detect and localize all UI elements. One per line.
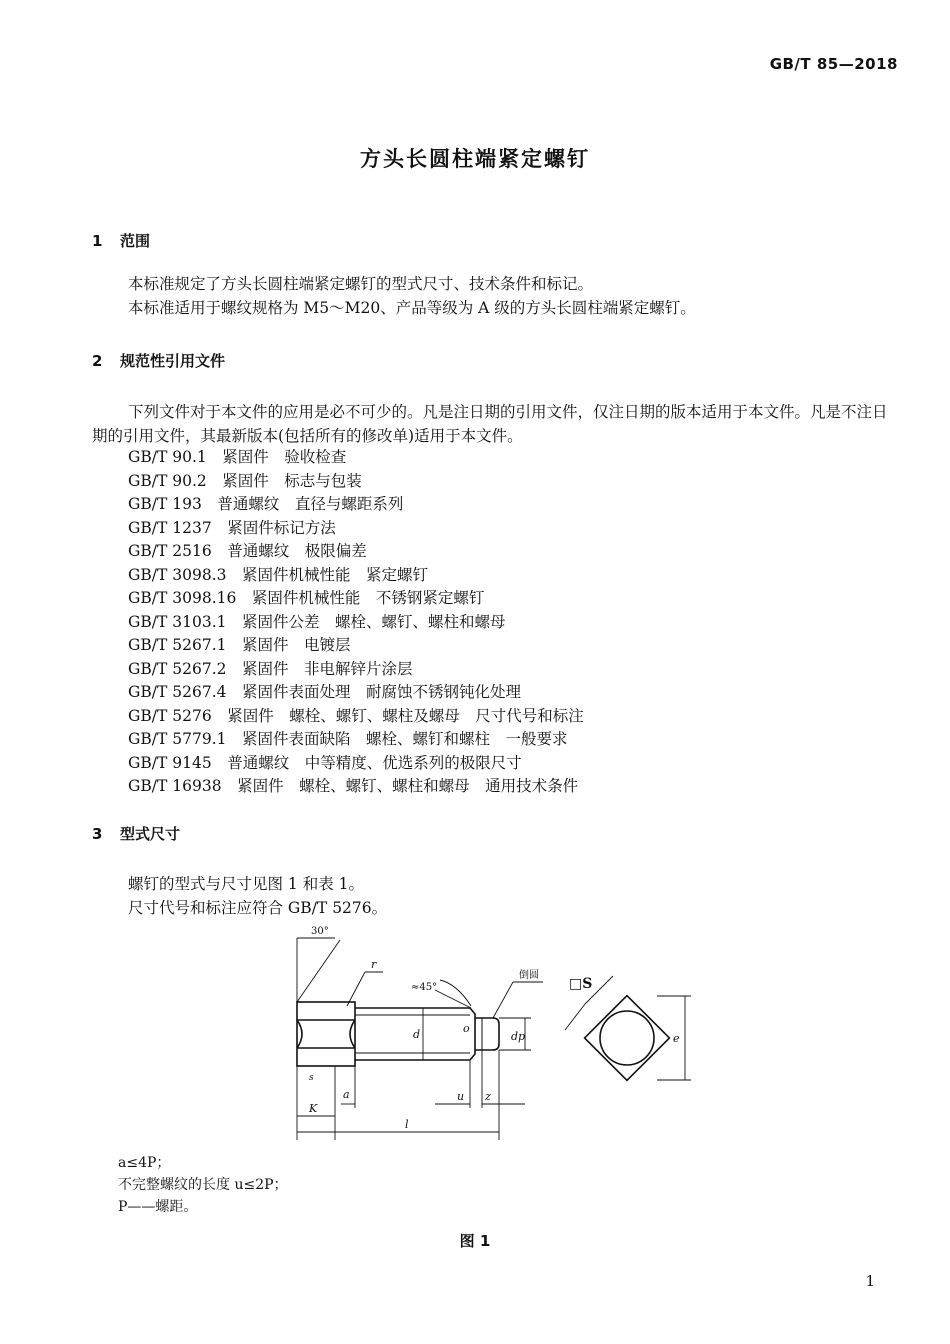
- u-label: u: [457, 1090, 465, 1103]
- angle-30-label: 30°: [311, 926, 329, 937]
- reference-item: GB/T 3098.3 紧固件机械性能 紧定螺钉: [128, 565, 428, 584]
- chamfer-label: 倒圆: [519, 970, 539, 981]
- d-label: d: [413, 1028, 421, 1041]
- section-2-heading: [92, 350, 225, 371]
- reference-item: GB/T 5276 紧固件 螺栓、螺钉、螺柱及螺母 尺寸代号和标注: [128, 706, 584, 725]
- paragraph: 尺寸代号和标注应符合 GB/T 5276。: [128, 899, 388, 917]
- reference-item: GB/T 3098.16 紧固件机械性能 不锈钢紧定螺钉: [128, 589, 485, 607]
- reference-item: GB/T 90.1 紧固件 验收检查: [128, 448, 347, 466]
- end-view-circle: [600, 1011, 654, 1065]
- section-number: 2: [92, 352, 103, 370]
- reference-item: GB/T 5267.1 紧固件 电镀层: [128, 636, 351, 654]
- section-1-body: [92, 272, 902, 320]
- a-label: a: [343, 1088, 350, 1101]
- screw-drawing: [285, 920, 705, 1150]
- paragraph: 下列文件对于本文件的应用是必不可少的。凡是注日期的引用文件，仅注日期的版本适用于本文件。凡是不注日期的引用文件，其最新版本(包括所有的修改单)适用于本文件。: [92, 403, 888, 445]
- small-s-label: s: [309, 1073, 314, 1083]
- reference-item: GB/T 5779.1 紧固件表面缺陷 螺栓、螺钉和螺柱 一般要求: [128, 730, 568, 748]
- end-view-square: [585, 996, 670, 1081]
- note-item: 不完整螺纹的长度 u≤2P；: [118, 1177, 288, 1193]
- note-item: a≤4P；: [118, 1155, 171, 1171]
- note-item: P——螺距。: [118, 1199, 198, 1215]
- standard-code: GB/T 85—2018: [769, 55, 898, 73]
- section-title: 型式尺寸: [120, 825, 181, 843]
- reference-item: GB/T 5267.2 紧固件 非电解锌片涂层: [128, 659, 413, 678]
- section-2-body: [92, 400, 902, 448]
- r-label: r: [371, 958, 377, 971]
- section-number: 3: [92, 825, 103, 843]
- section-number: 1: [92, 232, 103, 250]
- reference-item: GB/T 5267.4 紧固件表面处理 耐腐蚀不锈钢钝化处理: [128, 683, 521, 701]
- l-label: l: [405, 1118, 409, 1131]
- dog-point: [475, 1018, 499, 1050]
- s-square-label: □S: [569, 976, 593, 992]
- section-1-heading: [92, 230, 150, 251]
- angle-45-label: ≈45°: [411, 982, 438, 993]
- reference-item: GB/T 16938 紧固件 螺栓、螺钉、螺柱和螺母 通用技术条件: [128, 777, 579, 795]
- reference-list: [128, 446, 584, 799]
- z-label: z: [485, 1090, 491, 1103]
- page-number: 1: [865, 1272, 875, 1290]
- paragraph: 本标准适用于螺纹规格为 M5～M20、产品等级为 A 级的方头长圆柱端紧定螺钉。: [128, 299, 696, 317]
- section-title: 范围: [120, 232, 151, 250]
- section-3-heading: [92, 823, 180, 844]
- reference-item: GB/T 90.2 紧固件 标志与包装: [128, 471, 362, 490]
- reference-item: GB/T 3103.1 紧固件公差 螺栓、螺钉、螺柱和螺母: [128, 612, 506, 631]
- paragraph: 螺钉的型式与尺寸见图 1 和表 1。: [128, 875, 365, 893]
- section-title: 规范性引用文件: [120, 352, 226, 370]
- dp-label: dp: [511, 1030, 526, 1043]
- reference-item: GB/T 1237 紧固件标记方法: [128, 518, 336, 537]
- reference-item: GB/T 2516 普通螺纹 极限偏差: [128, 542, 367, 560]
- section-3-body: [92, 872, 902, 920]
- figure-caption: 图 1: [459, 1232, 491, 1250]
- reference-item: GB/T 193 普通螺纹 直径与螺距系列: [128, 495, 404, 513]
- e-label: e: [673, 1032, 680, 1045]
- screw-head: [297, 1002, 355, 1066]
- small-o-label: o: [463, 1022, 470, 1035]
- document-title: 方头长圆柱端紧定螺钉: [360, 147, 590, 171]
- figure-notes: [118, 1152, 288, 1218]
- figure-1-drawing: [285, 920, 705, 1154]
- k-label: K: [309, 1102, 318, 1115]
- paragraph: 本标准规定了方头长圆柱端紧定螺钉的型式尺寸、技术条件和标记。: [128, 275, 594, 293]
- reference-item: GB/T 9145 普通螺纹 中等精度、优选系列的极限尺寸: [128, 753, 522, 772]
